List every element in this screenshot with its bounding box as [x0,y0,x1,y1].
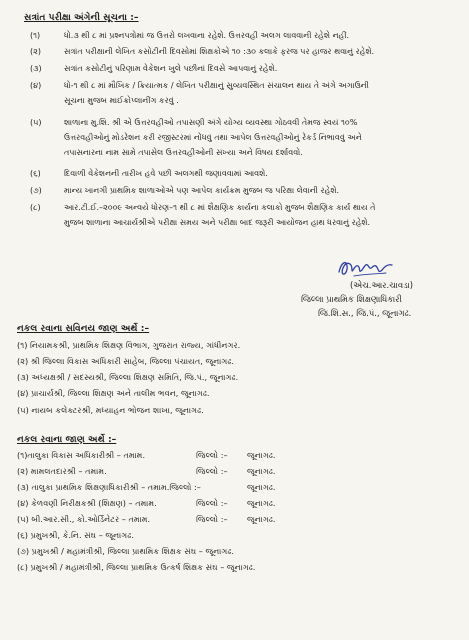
item-number: (૬) [30,169,41,178]
info-recipient-8 [0,561,469,573]
copy-with-respect-heading: નકલ રવાના સવિનય જાણ અર્થે :– [17,323,150,334]
recipient-text: (૬) પ્રમુખશ્રી, કે.નિ. સંઘ – જૂનાગઢ. [17,530,134,540]
signatory-title: જિલ્લા પ્રાથમિક શિક્ષણાધિકારી [301,294,402,304]
signatory-name: (એચ.આર.ચાવડા) [350,280,413,290]
item-number: (૮) [30,203,41,212]
instruction-item-5-cont2 [0,147,469,159]
district-label: જિલ્લો :– [196,450,228,460]
copy-recipient-4 [0,387,469,399]
item-number: (૫) [30,118,42,127]
info-recipient-7 [0,545,469,557]
item-text: શાળાના મુ.શિ. શ્રી એ ઉત્તરવહીઓ તપાસણી અંગે યોગ્ય વ્યવસ્થા ગોઠવવી તેમજ સ્વયં ૧૦% [64,118,358,127]
district-value: જૂનાગઢ. [247,450,276,460]
district-value: જૂનાગઢ. [247,498,276,508]
instruction-item-2 [0,46,469,58]
item-text: માન્ય ખાનગી પ્રાથમિક શાળાઓએ પણ આપેલ કાર્યક્રમ મુજબ જ પરિક્ષા લેવાની રહેશે. [64,186,340,195]
recipient-text: (૪) કેળવણી નિરીક્ષકશ્રી (શિક્ષણ) – તમામ. [17,498,157,508]
item-text: સત્રાંત પરીક્ષાની લેખિત કસોટીની દિવસોમાં શિક્ષકોએ ૧૦ :૩૦ કલાકે ફરજ પર હાજર થવાનું રહેશે. [64,47,375,56]
item-number: (૨) [30,47,41,56]
info-recipient-1 [0,449,469,461]
instruction-item-8-cont [0,217,469,229]
info-recipient-4 [0,497,469,509]
recipient-text: (૫) નાયબ કલેક્ટરશ્રી, મધ્યાહન ભોજન શાખા, જૂનાગઢ. [17,405,204,415]
item-text: સૂચના મુજબ માઈક્રોપ્લાનીંગ કરવું . [64,96,179,105]
recipient-text: (૫) બી.આર.સી., કો.ઓર્ડિનેટર – તમામ. [17,514,151,524]
item-text: ઉત્તરવહીઓનું મોડરેશન કરી રજીસ્ટરમાં નોંધવું તથા આપેલ ઉત્તરવહીઓનું રેકર્ડ નિભાવવું અને [64,133,362,142]
recipient-text: (૨) શ્રી જિલ્લા વિકાસ અધિકારી સાહેબ, જિલ્લા પંચાયત, જૂનાગઢ. [17,356,235,366]
copy-recipient-3 [0,371,469,383]
instruction-item-6 [0,168,469,180]
info-recipient-5 [0,513,469,525]
district-label: જિલ્લો :– [196,498,228,508]
instruction-item-5 [0,117,469,129]
recipient-text: (૧)તાલુકા વિકાસ અધિકારીશ્રી – તમામ. [17,450,146,460]
instruction-item-7 [0,185,469,197]
instruction-item-4-cont [0,95,469,107]
item-text: મુજબ શાળાના આચાર્યશ્રીએ પરીક્ષા સમય અને પરીક્ષા બાદ જરૂરી આયોજન હાથ ધરવાનું રહેશે. [64,218,371,227]
info-recipient-2 [0,465,469,477]
signatory-office: જિ.શિ.સ., જિ.પં., જૂનાગઢ. [318,308,412,318]
item-text: ધો-૧ થી ૮ માં મૌખિક / ક્રિયાત્મક / લેખિત પરીક્ષાનું સુવ્યવસ્થિત સંચાલન થાય તે અંગે અગાઉની [64,81,369,90]
district-value: જૂનાગઢ. [247,514,276,524]
item-text: તપાસનારના નામ સામે તપાસેલ ઉત્તરવહીઓની સંખ્યા અને વિષય દર્શાવવો. [64,148,303,157]
item-number: (૪) [30,81,42,90]
item-number: (૩) [30,64,42,73]
info-recipient-6 [0,529,469,541]
instructions-heading: સત્રાંત પરીક્ષા અંગેની સૂચના :– [24,12,139,23]
recipient-text: (૨) મામલતદારશ્રી – તમામ. [17,466,107,476]
copy-recipient-2 [0,355,469,367]
district-value: જૂનાગઢ. [247,482,276,492]
district-label: જિલ્લો :– [196,514,228,524]
copy-recipient-5 [0,404,469,416]
item-text: ધો.૩ થી ૮ માં પ્રશ્નપત્રોમાં જ ઉત્તરો લખવાના રહેશે. ઉત્તરવહી અલગ લાવવાની રહેશે નહીં. [64,31,350,40]
district-value: જૂનાગઢ. [247,466,276,476]
instruction-item-8 [0,202,469,214]
district-label: જિલ્લો :– [196,466,228,476]
instruction-item-3 [0,63,469,75]
recipient-text: (૩) અધ્યક્ષશ્રી / સદસ્યશ્રી, જિલ્લા શિક્ષણ સમિતિ, જિ.પં., જૂનાગઢ. [17,372,239,382]
instruction-item-1 [0,30,469,42]
item-number: (૧) [30,31,41,40]
recipient-text: (૩) તાલુકા પ્રાથમિક શિક્ષણાધિકારીશ્રી – તમામ.જિલ્લો :– [17,482,201,492]
item-text: આર.ટી.ઈ.–૨૦૦૯ અન્વયે ધોરણ–૧ થી ૮ માં શૈક્ષણિક કાર્યના કલાકો મુજબ શૈક્ષણિક કાર્ય થાય તે [64,203,376,212]
signature-scribble [336,254,396,282]
item-number: (૭) [30,186,42,195]
instruction-item-4 [0,80,469,92]
copy-recipient-1 [0,339,469,351]
recipient-text: (૪) પ્રાચાર્યશ્રી, જિલ્લા શિક્ષણ અને તાલીમ ભવન, જૂનાગઢ. [17,388,210,398]
item-text: સત્રાંત કસોટીનું પરિણામ વેકેશન ખુલે પછીનાં દિવસે આપવાનું રહેશે. [64,64,278,73]
recipient-text: (૮) પ્રમુખશ્રી / મહામંત્રીશ્રી, જિલ્લા પ્રાથમિક ઉત્કર્ષ શિક્ષક સંઘ – જૂનાગઢ. [17,562,256,572]
instruction-item-5-cont1 [0,132,469,144]
info-recipient-3 [0,481,469,493]
copy-for-info-heading: નકલ રવાના જાણ અર્થે :– [17,434,117,445]
recipient-text: (૧) નિયામકશ્રી, પ્રાથમિક શિક્ષણ વિભાગ, ગુજરાત રાજ્ય, ગાંધીનગર. [17,340,241,350]
recipient-text: (૭) પ્રમુખશ્રી / મહામંત્રીશ્રી, જિલ્લા પ્રાથમિક શિક્ષક સંઘ – જૂનાગઢ. [17,546,235,556]
item-text: દિવાળી વેકેશનની તારીખ હવે પછી અલગથી જણાવવામાં આવશે. [64,169,268,178]
